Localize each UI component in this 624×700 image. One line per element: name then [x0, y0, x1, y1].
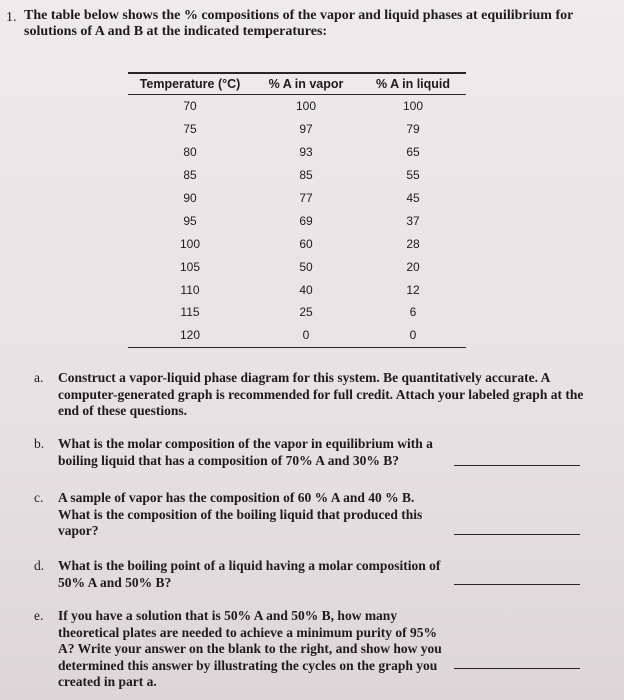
- part-c: [34, 490, 443, 540]
- part-b-letter: b.: [34, 436, 45, 451]
- header-temperature: Temperature (°C): [128, 74, 252, 95]
- cell-liquid: 6: [409, 305, 417, 320]
- cell-liquid: 12: [406, 282, 420, 297]
- table-header-row: [128, 74, 466, 95]
- table-row: [128, 301, 466, 324]
- part-d-text: What is the boiling point of a liquid having a molar composition of 50% A and 50% B?: [58, 558, 441, 590]
- cell-temperature: 115: [180, 305, 200, 320]
- part-c-letter: c.: [34, 490, 44, 505]
- cell-temperature: 75: [183, 122, 197, 137]
- table-bottom-rule: [128, 347, 466, 348]
- cell-temperature: 80: [183, 145, 197, 160]
- table-row: [128, 232, 466, 255]
- answer-blank-d[interactable]: [454, 584, 580, 585]
- table-row: [128, 141, 466, 164]
- cell-vapor: 69: [299, 213, 313, 228]
- answer-blank-b[interactable]: [454, 465, 580, 466]
- table-row: [128, 164, 466, 187]
- cell-liquid: 100: [402, 99, 424, 114]
- cell-vapor: 60: [299, 236, 313, 251]
- part-e-text: If you have a solution that is 50% A and 50% B, how many theoretical plates are needed to achieve a minimum purity of 95% A? Write your answer on the blank to the right, and show how you determined this answer by illustrating the cycles on the graph you created in part a.: [58, 608, 442, 689]
- table-row: [128, 118, 466, 141]
- cell-temperature: 120: [179, 328, 201, 343]
- cell-vapor: 40: [299, 282, 313, 297]
- part-a-text: Construct a vapor-liquid phase diagram for this system. Be quantitatively accurate. A computer-generated graph is recommended for full credit. Attach your labeled graph at the end of these questions.: [58, 370, 584, 418]
- part-b-text: What is the molar composition of the vapor in equilibrium with a boiling liquid that has a composition of 70% A and 30% B?: [58, 436, 433, 468]
- part-a: [34, 370, 598, 420]
- cell-vapor: 50: [299, 259, 313, 274]
- cell-temperature: 100: [179, 236, 201, 251]
- cell-temperature: 70: [183, 99, 197, 114]
- question-number: 1.: [6, 10, 17, 25]
- part-c-text: A sample of vapor has the composition of 60 % A and 40 % B. What is the composition of the boiling liquid that produced this vapor?: [58, 490, 423, 538]
- part-d-letter: d.: [34, 558, 45, 573]
- table-row: [128, 187, 466, 210]
- cell-vapor: 85: [299, 168, 313, 183]
- cell-vapor: 25: [299, 305, 313, 320]
- cell-temperature: 105: [179, 259, 201, 274]
- cell-liquid: 65: [406, 145, 420, 160]
- answer-blank-c[interactable]: [454, 534, 580, 535]
- header-liquid: % A in liquid: [360, 74, 466, 95]
- cell-vapor: 97: [299, 122, 313, 137]
- cell-temperature: 85: [183, 168, 197, 183]
- table-row: [128, 278, 466, 301]
- part-e: [34, 608, 443, 691]
- answer-blank-e[interactable]: [454, 668, 580, 669]
- table-row: [128, 255, 466, 278]
- table-row: [128, 95, 466, 118]
- part-d: [34, 558, 443, 591]
- cell-liquid: 79: [406, 122, 420, 137]
- cell-liquid: 28: [406, 236, 420, 251]
- cell-liquid: 55: [406, 168, 420, 183]
- cell-liquid: 37: [406, 213, 420, 228]
- question-intro: The table below shows the % compositions of the vapor and liquid phases at equilibrium for solutions of A and B at the indicated temperatures:: [24, 8, 574, 39]
- cell-vapor: 100: [295, 99, 317, 114]
- cell-liquid: 20: [406, 259, 420, 274]
- composition-table-wrap: [128, 72, 466, 348]
- cell-liquid: 0: [409, 328, 417, 343]
- cell-vapor: 77: [299, 191, 313, 205]
- part-b: [34, 436, 443, 469]
- part-a-letter: a.: [34, 370, 44, 385]
- cell-temperature: 90: [183, 191, 197, 205]
- table-row: [128, 324, 466, 347]
- part-e-letter: e.: [34, 608, 44, 623]
- header-vapor: % A in vapor: [252, 74, 360, 95]
- cell-liquid: 45: [406, 191, 420, 205]
- cell-vapor: 93: [299, 145, 313, 160]
- cell-vapor: 0: [302, 328, 310, 343]
- composition-table: [128, 74, 466, 347]
- table-row: [128, 209, 466, 232]
- cell-temperature: 95: [183, 213, 197, 228]
- cell-temperature: 110: [180, 282, 200, 297]
